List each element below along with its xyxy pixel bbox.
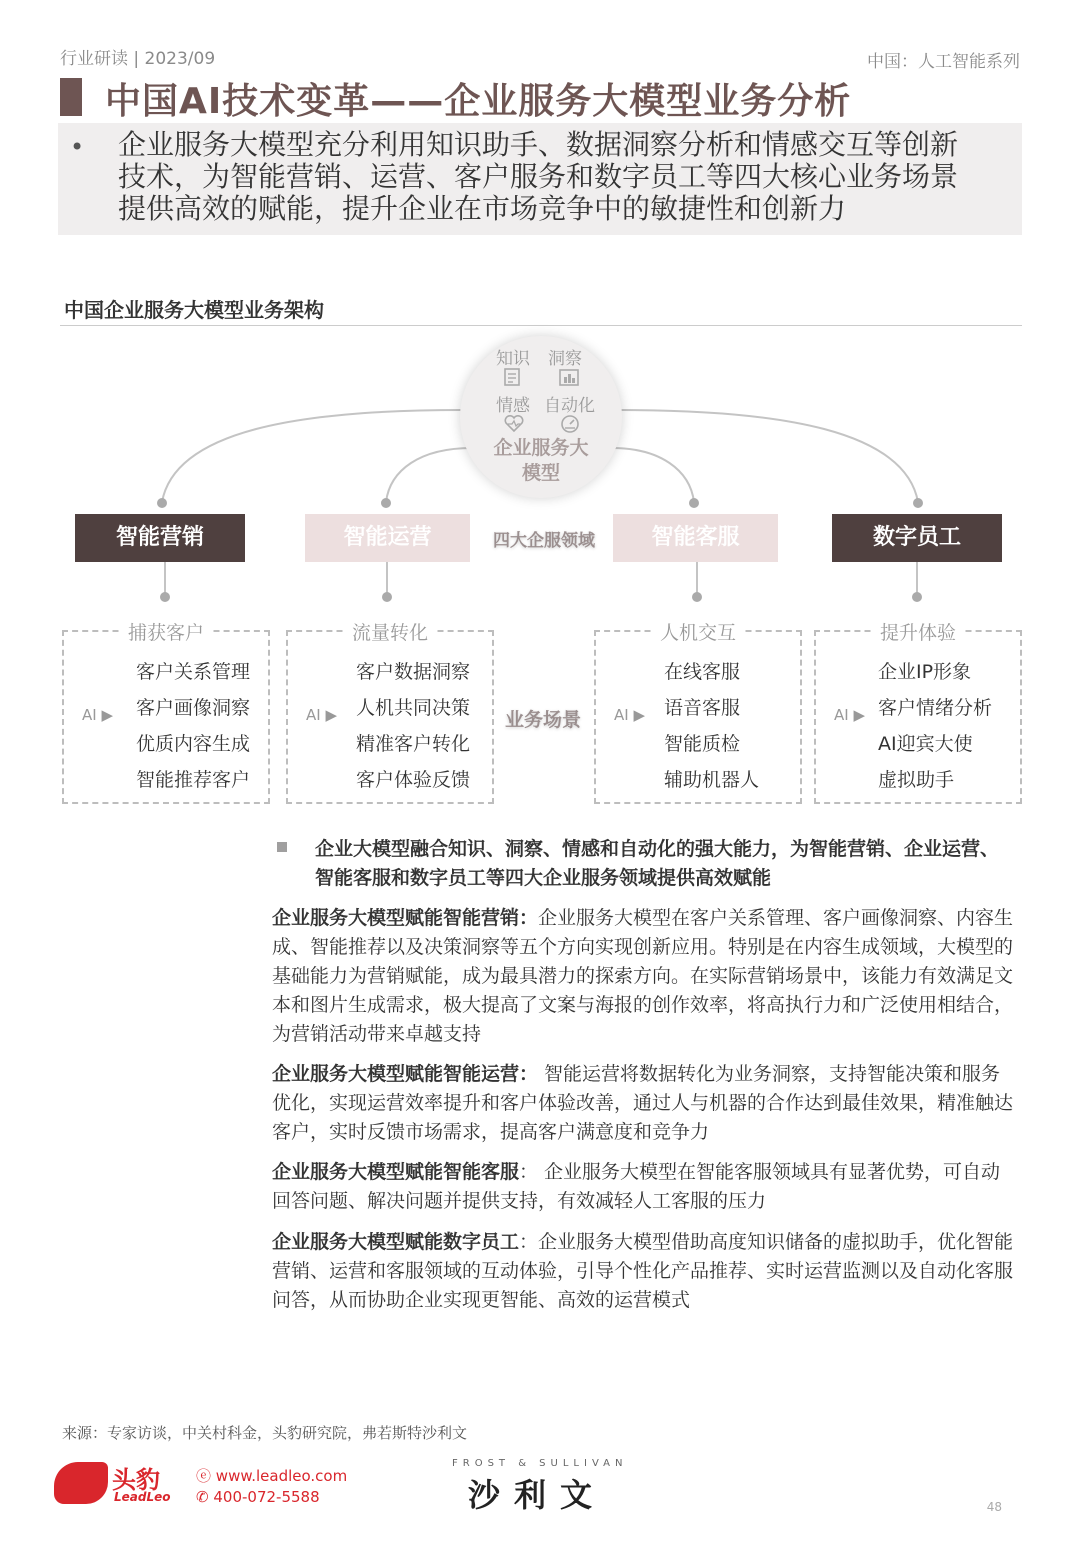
domain-label: 智能营销	[115, 525, 204, 550]
arrow-right-icon: ▶	[101, 706, 114, 724]
list-item: 精准客户转化	[356, 733, 471, 755]
paragraph-body: 企业服务大模型在客户关系管理、客户画像洞察、内容生成、智能推荐以及决策洞察等五个方向实现创新应用。特别是在内容生成领域，大模型的基础能力为营销赋能，成为最具潜力的探索方向。在实际营销场景中，该能力有效满足文本和图片生成需求，极大提高了文案与海报的创作效率，将高执行力和广泛使用相结合，为营销活动带来卓越支持	[272, 907, 1014, 1045]
arc-left-outer	[162, 410, 462, 502]
core-model-name	[460, 436, 622, 486]
arc-dot	[689, 498, 699, 508]
paragraph-digital-employee	[272, 1228, 1017, 1315]
domain-label: 智能运营	[343, 525, 432, 550]
paragraph-operations	[272, 1060, 1017, 1147]
panel-title: 提升体验	[872, 622, 964, 644]
list-item: 智能推荐客户	[136, 769, 251, 791]
summary-text	[118, 129, 998, 225]
paragraph-customer-service	[272, 1158, 1017, 1216]
domain-label: 智能客服	[651, 525, 740, 550]
arc-dot	[913, 498, 923, 508]
domain-box-marketing	[75, 514, 245, 562]
panel-title: 人机交互	[652, 622, 744, 644]
page-title: 中国AI技术变革——企业服务大模型业务分析	[105, 81, 852, 122]
header-left: 行业研读 | 2023/09	[60, 49, 216, 69]
paragraph-body: ： 企业服务大模型在智能客服领域具有显著优势，可自动回答问题、解决问题并提供支持，有效减轻人工客服的压力	[272, 1161, 1001, 1212]
summary-line: 提供高效的赋能，提升企业在市场竞争中的敏捷性和创新力	[118, 192, 847, 225]
paragraph-lead: 企业服务大模型赋能数字员工	[272, 1231, 520, 1253]
arc-dot	[157, 498, 167, 508]
summary-line: 技术，为智能营销、运营、客户服务和数字员工等四大核心业务场景	[118, 160, 959, 193]
core-model-name-line: 模型	[521, 462, 560, 484]
scene-panel-marketing	[62, 622, 270, 804]
arrow-right-icon: ▶	[325, 706, 338, 724]
core-label-knowledge: 知识	[496, 349, 530, 369]
list-item: 企业IP形象	[878, 661, 972, 683]
arc-right-outer	[620, 410, 918, 502]
arc-right-inner	[612, 448, 694, 502]
note-square-icon	[277, 842, 287, 852]
ai-arrow-label: AI ▶	[306, 706, 338, 724]
leadleo-logo-icon	[54, 1462, 108, 1504]
page-number: 48	[986, 1500, 1002, 1514]
phone-number: ✆ 400-072-5588	[196, 1488, 320, 1506]
panel-title: 捕获客户	[120, 622, 212, 644]
panel-item-list	[664, 654, 759, 798]
panel-title: 流量转化	[344, 622, 436, 644]
document-icon	[502, 367, 522, 387]
globe-icon: ⓔ	[196, 1467, 212, 1485]
list-item: 客户体验反馈	[356, 769, 471, 791]
chart-icon	[558, 367, 580, 387]
logo-text-cn: 头豹	[112, 1466, 160, 1494]
paragraph-body: 智能运营将数据转化为业务洞察，支持智能决策和服务优化，实现运营效率提升和客户体验改善，通过人与机器的合作达到最佳效果，精准触达客户，实时反馈市场需求，提高客户满意度和竞争力	[272, 1063, 1014, 1143]
core-label-emotion: 情感	[496, 396, 530, 416]
paragraph-lead: 企业服务大模型赋能智能营销：	[272, 907, 539, 929]
domain-box-customer-service	[613, 514, 778, 562]
paragraph-body: ：企业服务大模型借助高度知识储备的虚拟助手，优化智能营销、运营和客服领域的互动体验，引导个性化产品推荐、实时运营监测以及自动化客服问答，从而协助企业实现更智能、高效的运营模式	[272, 1231, 1014, 1311]
arrow-right-icon: ▶	[633, 706, 646, 724]
heart-pulse-icon	[503, 413, 525, 433]
list-item: 人机共同决策	[356, 697, 471, 719]
scenes-label: 业务场景	[504, 709, 581, 731]
ai-arrow-label: AI ▶	[834, 706, 866, 724]
list-item: 优质内容生成	[136, 733, 251, 755]
panel-item-list	[136, 654, 250, 798]
source-note: 来源：专家访谈，中关村科金，头豹研究院，弗若斯特沙利文	[62, 1424, 468, 1442]
frost-sullivan-logo-cn: 沙利文	[468, 1476, 607, 1514]
core-label-insight: 洞察	[548, 349, 582, 369]
paragraph-lead: 企业服务大模型赋能智能运营：	[272, 1063, 539, 1085]
bullet: •	[70, 133, 85, 161]
list-item: 虚拟助手	[878, 769, 955, 791]
list-item: 在线客服	[664, 661, 741, 683]
list-item: 语音客服	[664, 697, 741, 719]
paragraph-lead: 企业服务大模型赋能智能客服	[272, 1161, 520, 1183]
frost-sullivan-logo-en: FROST & SULLIVAN	[452, 1458, 628, 1469]
domains-label: 四大企服领域	[493, 531, 595, 551]
summary-box	[58, 123, 1022, 235]
title-accent-bar	[60, 78, 82, 116]
core-model-circle	[460, 336, 622, 498]
connector-dots	[0, 590, 1080, 606]
header-right: 中国：人工智能系列	[867, 52, 1020, 72]
website-link[interactable]: ⓔ www.leadleo.com	[196, 1467, 348, 1485]
panel-item-list	[878, 654, 992, 798]
domain-box-digital-employee	[832, 514, 1002, 562]
ai-arrow-label: AI ▶	[82, 706, 114, 724]
arrow-right-icon: ▶	[853, 706, 866, 724]
core-label-automation: 自动化	[544, 396, 595, 416]
list-item: AI迎宾大使	[878, 733, 973, 755]
section-title: 中国企业服务大模型业务架构	[64, 298, 324, 322]
list-item: 客户关系管理	[136, 661, 251, 683]
key-note: 企业大模型融合知识、洞察、情感和自动化的强大能力，为智能营销、企业运营、智能客服和数字员工等四大企业服务领域提供高效赋能	[315, 838, 1000, 889]
arc-dot	[381, 498, 391, 508]
list-item: 客户情绪分析	[878, 697, 993, 719]
gauge-icon	[559, 413, 581, 433]
section-divider	[60, 325, 1022, 326]
domain-label: 数字员工	[872, 525, 961, 550]
ai-arrow-label: AI ▶	[614, 706, 646, 724]
domain-box-operations	[305, 514, 470, 562]
list-item: 辅助机器人	[664, 769, 760, 791]
panel-item-list	[356, 654, 470, 798]
scene-panel-digital-employee	[814, 622, 1022, 804]
list-item: 智能质检	[664, 733, 741, 755]
list-item: 客户画像洞察	[136, 697, 251, 719]
paragraph-marketing	[272, 904, 1017, 1049]
logo-text-en: LeadLeo	[114, 1490, 171, 1504]
list-item: 客户数据洞察	[356, 661, 471, 683]
scene-panel-customer-service	[594, 622, 802, 804]
phone-icon: ✆	[196, 1488, 209, 1506]
summary-line: 企业服务大模型充分利用知识助手、数据洞察分析和情感交互等创新	[118, 128, 959, 161]
core-model-name-line: 企业服务大	[493, 437, 589, 459]
scene-panel-operations	[286, 622, 494, 804]
